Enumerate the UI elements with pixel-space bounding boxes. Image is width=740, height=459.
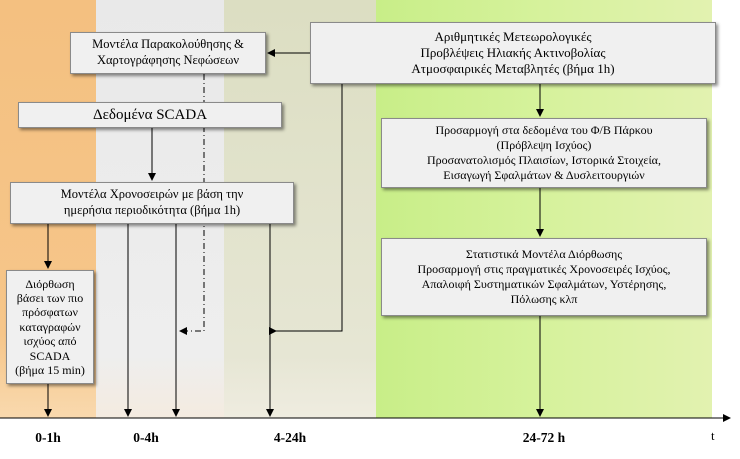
short-line-1: Διόρθωση [25,276,75,291]
nwp-box [310,22,716,84]
nwp-line-3: Ατμοσφαιρικές Μεταβλητές (βήμα 1h) [411,61,615,77]
time-series-line-2: ημερήσια περιοδικότητα (βήμα 1h) [63,203,241,217]
short-term-correction-box [6,270,94,384]
timeline-label-0-4h: 0-4h [133,430,159,445]
scada-data-box [18,102,282,128]
time-axis-label: t [711,428,715,443]
short-line-3: πρόσφατων [22,305,78,320]
stat-line-2: Προσαρμογή στις πραγματικές Χρονοσειρές Ισχύος, [417,262,671,276]
nwp-line-1: Αριθμητικές Μετεωρολογικές [434,28,592,44]
adapt-line-1: Προσαρμογή στα δεδομένα του Φ/Β Πάρκου [435,123,653,137]
short-line-6: SCADA [29,348,71,363]
stat-line-4: Πόλωσης κλπ [510,292,578,306]
short-line-4: καταγραφών [19,319,81,334]
time-series-box [10,182,294,224]
scada-data-label: Δεδομένα SCADA [92,106,208,123]
short-line-7: (βήμα 15 min) [15,362,85,377]
short-line-2: βάσει των πιο [16,291,84,306]
adapt-line-4: Εισαγωγή Σφαλμάτων & Δυσλειτουργιών [443,168,645,182]
statistical-correction-box [381,238,707,316]
adapt-line-2: (Πρόβλεψη Ισχύος) [496,138,592,152]
timeline-label-24-72h: 24-72 h [522,430,566,445]
cloud-models-line-2: Χαρτογράφησης Νεφώσεων [96,53,240,67]
timeline-label-0-1h: 0-1h [35,430,61,445]
nwp-line-2: Προβλέψεις Ηλιακής Ακτινοβολίας [420,44,606,60]
park-adaptation-box [381,118,707,188]
stat-line-3: Απαλοιφή Συστηματικών Σφαλμάτων, Υστέρησης, [421,277,667,291]
cloud-models-line-1: Μοντέλα Παρακολούθησης & [92,37,244,52]
adapt-line-3: Προσανατολισμός Πλαισίων, Ιστορικά Στοιχεία, [427,153,661,167]
time-series-line-1: Μοντέλα Χρονοσειρών με βάση την [60,187,244,202]
timeline-label-4-24h: 4-24h [273,430,307,445]
stat-line-1: Στατιστικά Μοντέλα Διόρθωσης [465,247,623,261]
short-line-5: ισχύος από [23,334,77,349]
cloud-models-box [70,32,266,74]
